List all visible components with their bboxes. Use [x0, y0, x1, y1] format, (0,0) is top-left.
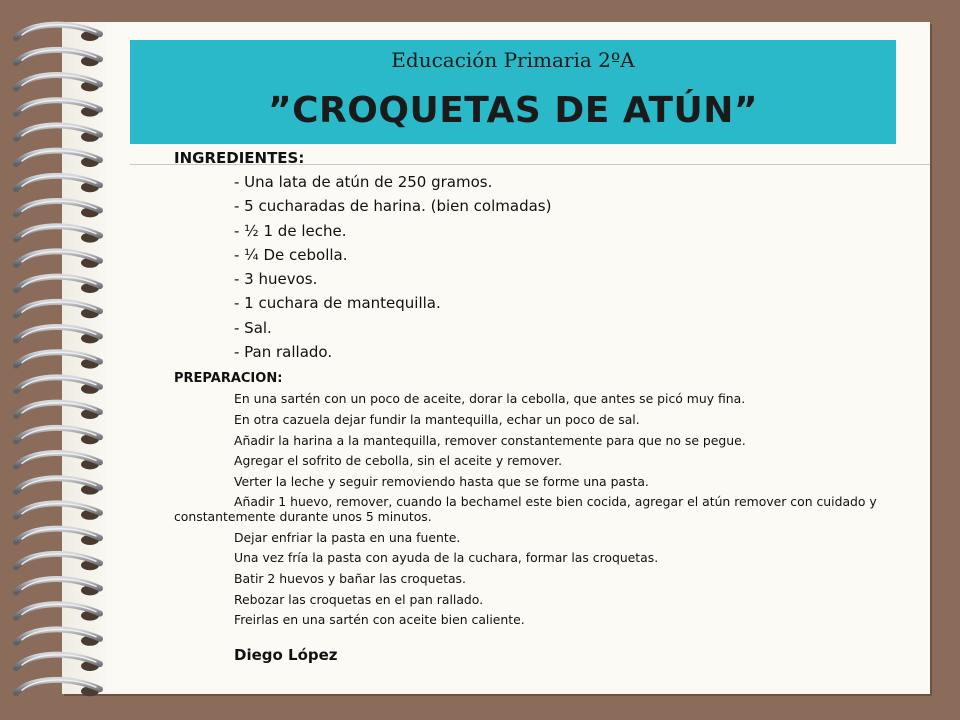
preparation-steps [150, 392, 910, 628]
spiral-ring [16, 50, 100, 66]
preparation-step: Añadir la harina a la mantequilla, remover constantemente para que no se pegue. [234, 432, 746, 448]
ingredient-item: - 1 cuchara de mantequilla. [234, 294, 441, 313]
preparation-step: Añadir 1 huevo, remover, cuando la bechamel este bien cocida, agregar el atún remover con cuidado y constantemente durante unos 5 minutos. [174, 494, 877, 525]
spiral-ring [16, 100, 100, 116]
spiral-ring [16, 327, 100, 343]
spiral-ring [16, 529, 100, 545]
spiral-ring [16, 75, 100, 91]
spiral-ring [16, 125, 100, 141]
spiral-binding [0, 0, 110, 720]
spiral-ring [16, 251, 100, 267]
course-subtitle: Educación Primaria 2ºA [391, 48, 635, 72]
spiral-ring [16, 25, 100, 41]
spiral-ring [16, 680, 100, 696]
spiral-ring [16, 604, 100, 620]
preparation-step: Batir 2 huevos y bañar las croquetas. [234, 570, 466, 586]
spiral-ring [16, 302, 100, 318]
preparation-step: En otra cazuela dejar fundir la mantequilla, echar un poco de sal. [234, 411, 640, 427]
ingredient-item: - 3 huevos. [234, 270, 318, 289]
author-name: Diego López [234, 645, 338, 664]
ingredient-item: - Sal. [234, 318, 272, 337]
recipe-content [150, 146, 910, 664]
ingredient-item: - Pan rallado. [234, 343, 333, 362]
spiral-ring [16, 478, 100, 494]
spiral-ring [16, 503, 100, 519]
preparation-step: Rebozar las croquetas en el pan rallado. [234, 591, 484, 607]
ingredient-item: - 5 cucharadas de harina. (bien colmadas) [234, 197, 552, 216]
spiral-ring [16, 151, 100, 167]
ingredient-item: - ½ 1 de leche. [234, 221, 347, 240]
spiral-ring [16, 277, 100, 293]
spiral-ring [16, 201, 100, 217]
spiral-ring [16, 655, 100, 671]
preparation-step: Agregar el sofrito de cebolla, sin el aceite y remover. [234, 453, 563, 469]
title-banner [130, 40, 896, 144]
preparation-step: Verter la leche y seguir removiendo hasta que se forme una pasta. [234, 473, 649, 489]
spiral-ring [16, 377, 100, 393]
preparation-heading: PREPARACION: [174, 371, 283, 387]
preparation-step: En una sartén con un poco de aceite, dorar la cebolla, que antes se picó muy fina. [234, 391, 746, 407]
recipe-title: ”CROQUETAS DE ATÚN” [267, 90, 759, 131]
spiral-ring [16, 226, 100, 242]
spiral-ring [16, 554, 100, 570]
spiral-ring [16, 403, 100, 419]
ingredient-item: - ¼ De cebolla. [234, 245, 348, 264]
spiral-ring [16, 428, 100, 444]
spiral-ring [16, 453, 100, 469]
spiral-ring [16, 176, 100, 192]
preparation-step: Dejar enfriar la pasta en una fuente. [234, 529, 461, 545]
spiral-ring [16, 579, 100, 595]
spiral-ring [16, 352, 100, 368]
ingredients-heading: INGREDIENTES: [174, 149, 305, 167]
preparation-step: Freirlas en una sartén con aceite bien caliente. [234, 612, 525, 628]
spiral-ring [16, 629, 100, 645]
ingredient-item: - Una lata de atún de 250 gramos. [234, 173, 493, 191]
preparation-step: Una vez fría la pasta con ayuda de la cuchara, formar las croquetas. [234, 550, 659, 566]
ingredients-list [234, 170, 910, 364]
